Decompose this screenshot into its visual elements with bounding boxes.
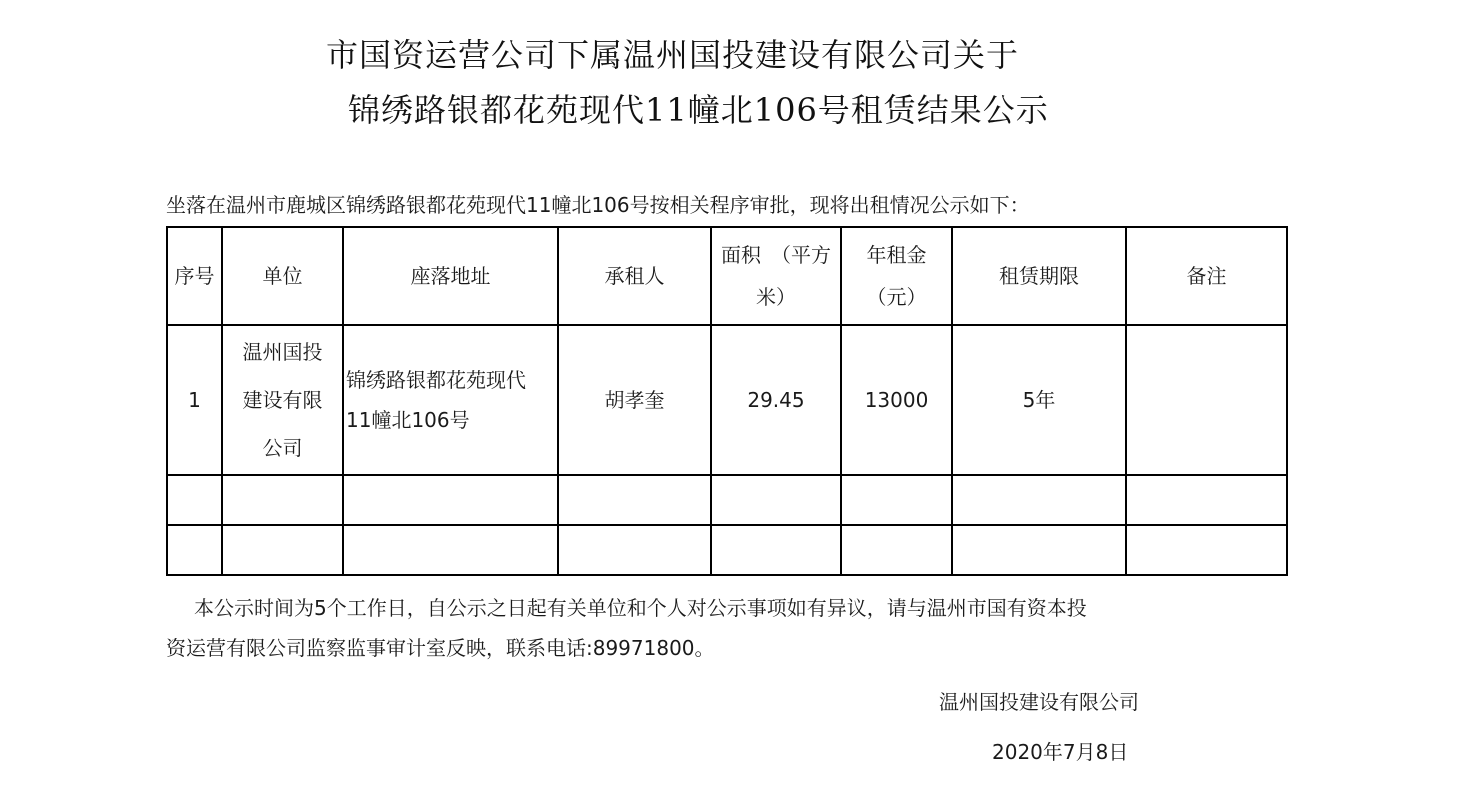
header-note: 备注 (1126, 227, 1287, 325)
cell-note (1126, 325, 1287, 475)
cell-rent: 13000 (841, 325, 952, 475)
cell-index: 1 (167, 325, 222, 475)
empty-cell (841, 475, 952, 525)
signature-date: 2020年7月8日 (992, 740, 1129, 764)
empty-cell (952, 475, 1126, 525)
notice-paragraph (166, 588, 1286, 668)
empty-cell (711, 475, 841, 525)
cell-unit-text: 温州国投建设有限公司 (242, 340, 323, 460)
table-row-empty (167, 475, 1287, 525)
cell-address (343, 325, 558, 475)
header-rent-label: 年租金（元） (866, 243, 927, 309)
header-area (711, 227, 841, 325)
empty-cell (558, 525, 711, 575)
empty-cell (558, 475, 711, 525)
empty-cell (343, 525, 558, 575)
signature-company: 温州国投建设有限公司 (939, 690, 1139, 714)
empty-cell (222, 525, 343, 575)
notice-line1: 本公示时间为5个工作日，自公示之日起有关单位和个人对公示事项如有异议，请与温州市国有资本投 (194, 596, 1087, 620)
empty-cell (841, 525, 952, 575)
header-index: 序号 (167, 227, 222, 325)
empty-cell (343, 475, 558, 525)
lease-result-table (166, 226, 1288, 576)
empty-cell (167, 525, 222, 575)
header-address: 座落地址 (343, 227, 558, 325)
header-area-label: 面积 （平方米） (721, 243, 831, 309)
notice-line2: 资运营有限公司监察监事审计室反映，联系电话:89971800。 (166, 636, 715, 660)
cell-address-text: 锦绣路银都花苑现代11幢北106号 (346, 368, 526, 432)
document-title-line1: 市国资运营公司下属温州国投建设有限公司关于 (326, 36, 1020, 74)
header-rent (841, 227, 952, 325)
cell-unit (222, 325, 343, 475)
cell-term: 5年 (952, 325, 1126, 475)
empty-cell (711, 525, 841, 575)
empty-cell (952, 525, 1126, 575)
header-unit: 单位 (222, 227, 343, 325)
intro-paragraph: 坐落在温州市鹿城区锦绣路银都花苑现代11幢北106号按相关程序审批，现将出租情况公示如下： (166, 193, 1030, 217)
cell-area: 29.45 (711, 325, 841, 475)
table-header-row (167, 227, 1287, 325)
cell-lessee: 胡孝奎 (558, 325, 711, 475)
empty-cell (222, 475, 343, 525)
empty-cell (167, 475, 222, 525)
table-row (167, 325, 1287, 475)
header-lessee: 承租人 (558, 227, 711, 325)
document-title-line2: 锦绣路银都花苑现代11幢北106号租赁结果公示 (348, 91, 1049, 129)
empty-cell (1126, 525, 1287, 575)
header-term: 租赁期限 (952, 227, 1126, 325)
table-row-empty (167, 525, 1287, 575)
empty-cell (1126, 475, 1287, 525)
